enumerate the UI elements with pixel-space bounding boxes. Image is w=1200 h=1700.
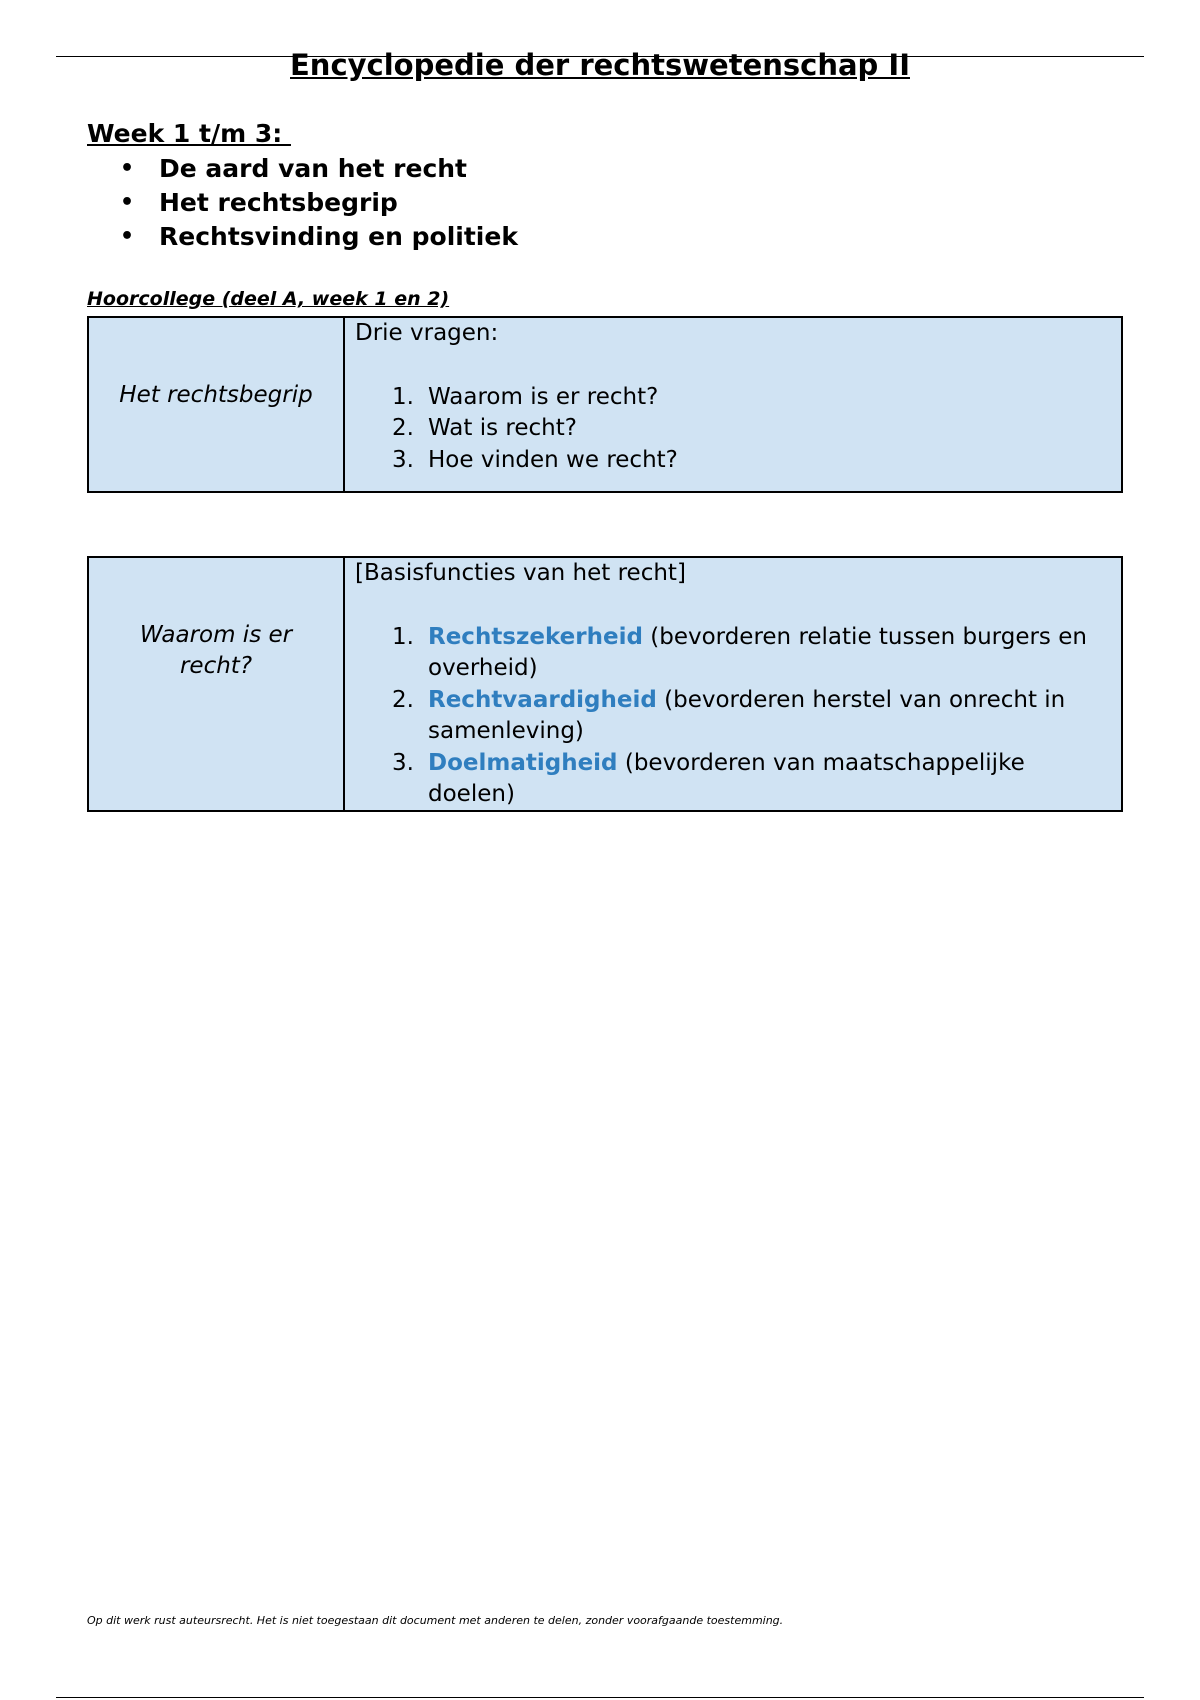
question-list bbox=[355, 382, 1107, 477]
list-item bbox=[355, 413, 1107, 445]
list-text: Wat is recht? bbox=[428, 415, 577, 441]
bullet-icon: • bbox=[120, 156, 135, 181]
topic-item bbox=[120, 220, 518, 254]
topic-item bbox=[120, 186, 518, 220]
term-description: (bevorderen van maatschappelijke doelen) bbox=[428, 749, 1025, 807]
list-text: Hoe vinden we recht? bbox=[428, 446, 678, 473]
list-number: 2. bbox=[392, 415, 414, 441]
document-title: Encyclopedie der rechtswetenschap II bbox=[290, 48, 910, 82]
term-description: (bevorderen relatie tussen burgers en overheid) bbox=[428, 623, 1087, 681]
box-content bbox=[345, 558, 1121, 810]
concept-box-basisfuncties bbox=[87, 556, 1123, 812]
box-intro: [Basisfuncties van het recht] bbox=[355, 560, 686, 586]
list-number: 3. bbox=[392, 749, 414, 776]
list-item bbox=[355, 445, 1107, 477]
section-caption: Hoorcollege (deel A, week 1 en 2) bbox=[87, 288, 450, 310]
term-highlight: Rechtvaardigheid bbox=[428, 686, 657, 713]
list-number: 1. bbox=[392, 623, 414, 650]
list-number: 3. bbox=[392, 446, 414, 473]
list-item bbox=[355, 382, 1107, 414]
function-list bbox=[355, 622, 1107, 811]
list-item bbox=[355, 622, 1107, 685]
list-text: Waarom is er recht? bbox=[428, 383, 659, 410]
topic-text: Rechtsvinding en politiek bbox=[159, 222, 518, 251]
list-item bbox=[355, 748, 1107, 811]
list-item bbox=[355, 685, 1107, 748]
bullet-icon: • bbox=[120, 190, 135, 215]
list-number: 2. bbox=[392, 686, 414, 713]
box-intro: Drie vragen: bbox=[355, 320, 499, 346]
spacer bbox=[355, 350, 1107, 382]
concept-box-rechtsbegrip bbox=[87, 316, 1123, 493]
box-label: Waarom is er recht? bbox=[89, 558, 345, 810]
bullet-icon: • bbox=[120, 224, 135, 249]
week-heading: Week 1 t/m 3: bbox=[87, 119, 291, 148]
footer-rule bbox=[56, 1697, 1144, 1698]
term-highlight: Rechtszekerheid bbox=[428, 623, 643, 650]
box-label: Het rechtsbegrip bbox=[89, 318, 345, 491]
topic-text: Het rechtsbegrip bbox=[159, 188, 398, 217]
topic-text: De aard van het recht bbox=[159, 154, 468, 183]
box-content bbox=[345, 318, 1121, 491]
term-highlight: Doelmatigheid bbox=[428, 749, 618, 776]
term-description: (bevorderen herstel van onrecht in samenleving) bbox=[428, 686, 1066, 744]
list-number: 1. bbox=[392, 383, 414, 410]
spacer bbox=[355, 590, 1107, 622]
copyright-notice: Op dit werk rust auteursrecht. Het is niet toegestaan dit document met anderen te delen, zonder voorafgaande toestemming. bbox=[87, 1614, 784, 1627]
topic-item bbox=[120, 152, 518, 186]
topic-list bbox=[120, 152, 518, 254]
